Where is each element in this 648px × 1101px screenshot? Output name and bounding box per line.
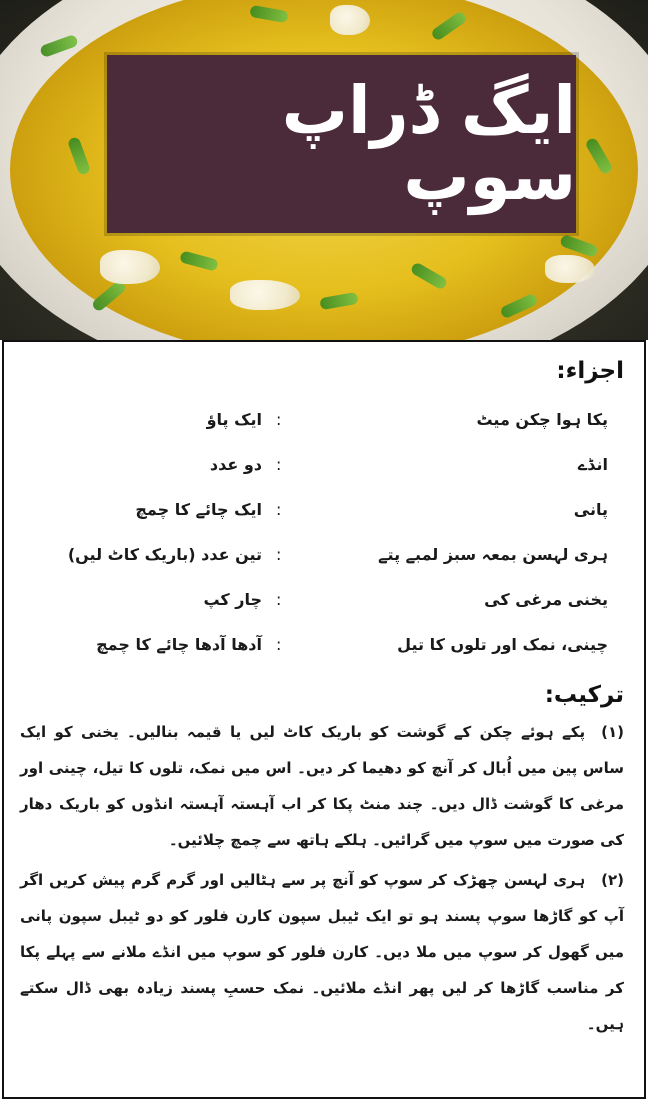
egg-strand xyxy=(545,255,595,283)
ingredient-row xyxy=(4,450,644,480)
ingredient-separator: : xyxy=(276,410,282,429)
ingredient-row xyxy=(4,630,644,660)
ingredients-heading: اجزاء: xyxy=(556,358,624,384)
step-number: (۲) xyxy=(601,871,624,889)
ingredient-separator: : xyxy=(276,500,282,519)
ingredient-name: چینی، نمک اور تلوں کا تیل xyxy=(397,635,608,654)
ingredient-quantity: تین عدد (باریک کاٹ لیں) xyxy=(67,545,262,564)
method-heading: ترکیب: xyxy=(544,682,624,708)
ingredient-name: انڈے xyxy=(577,455,608,474)
ingredient-separator: : xyxy=(276,545,282,564)
ingredient-quantity: چار کپ xyxy=(203,590,262,609)
ingredient-quantity: آدھا آدھا چائے کا چمچ xyxy=(96,635,262,654)
ingredient-row xyxy=(4,495,644,525)
method-step xyxy=(20,862,624,1042)
recipe-title: ایگ ڈراپ سوپ xyxy=(281,72,576,215)
ingredient-row xyxy=(4,585,644,615)
title-banner xyxy=(107,55,576,233)
ingredient-separator: : xyxy=(276,635,282,654)
egg-strand xyxy=(100,250,160,284)
method-steps xyxy=(20,714,624,1046)
recipe-card xyxy=(2,340,646,1099)
ingredient-row xyxy=(4,405,644,435)
ingredient-name: پانی xyxy=(573,500,608,519)
ingredient-name: یخنی مرغی کی xyxy=(484,590,608,609)
ingredient-separator: : xyxy=(276,455,282,474)
ingredient-name: ہری لہسن بمعہ سبز لمبے پتے xyxy=(378,545,608,564)
step-text: ہری لہسن چھڑک کر سوپ کو آنچ پر سے ہٹالیں اور گرم گرم پیش کریں اگر آپ کو گاڑھا سوپ پسند ہو تو ایک ٹیبل سپون کارن فلور کو دو ٹیبل سپون پانی میں گھول کر سوپ میں ملا دیں۔ کارن فلور کو سوپ میں انڈے ملانے سے پہلے پکا کر مناسب گاڑھا کر لیں پھر انڈے ملائیں۔ نمک حسبِ پسند زیادہ بھی ڈال سکتے ہیں۔ xyxy=(20,871,624,1033)
egg-strand xyxy=(330,5,370,35)
ingredient-quantity: ایک چائے کا چمچ xyxy=(135,500,262,519)
ingredient-row xyxy=(4,540,644,570)
ingredient-quantity: دو عدد xyxy=(209,455,262,474)
step-number: (۱) xyxy=(601,723,624,741)
soup-photo xyxy=(0,0,648,340)
egg-strand xyxy=(230,280,300,310)
method-step xyxy=(20,714,624,858)
ingredient-separator: : xyxy=(276,590,282,609)
step-text: پکے ہوئے چکن کے گوشت کو باریک کاٹ لیں یا قیمہ بنالیں۔ یخنی کو ایک ساس پین میں اُبال کر آنچ کو دھیما کر دیں۔ اس میں نمک، تلوں کا تیل، چینی اور مرغی کا گوشت ڈال دیں۔ چند منٹ پکا کر اب آہستہ آہستہ انڈوں کو باریک دھار کی صورت میں سوپ میں گرائیں۔ ہلکے ہاتھ سے چمچ چلائیں۔ xyxy=(20,723,624,849)
ingredient-quantity: ایک پاؤ xyxy=(206,410,262,429)
ingredient-name: پکا ہوا چکن میٹ xyxy=(476,410,608,429)
